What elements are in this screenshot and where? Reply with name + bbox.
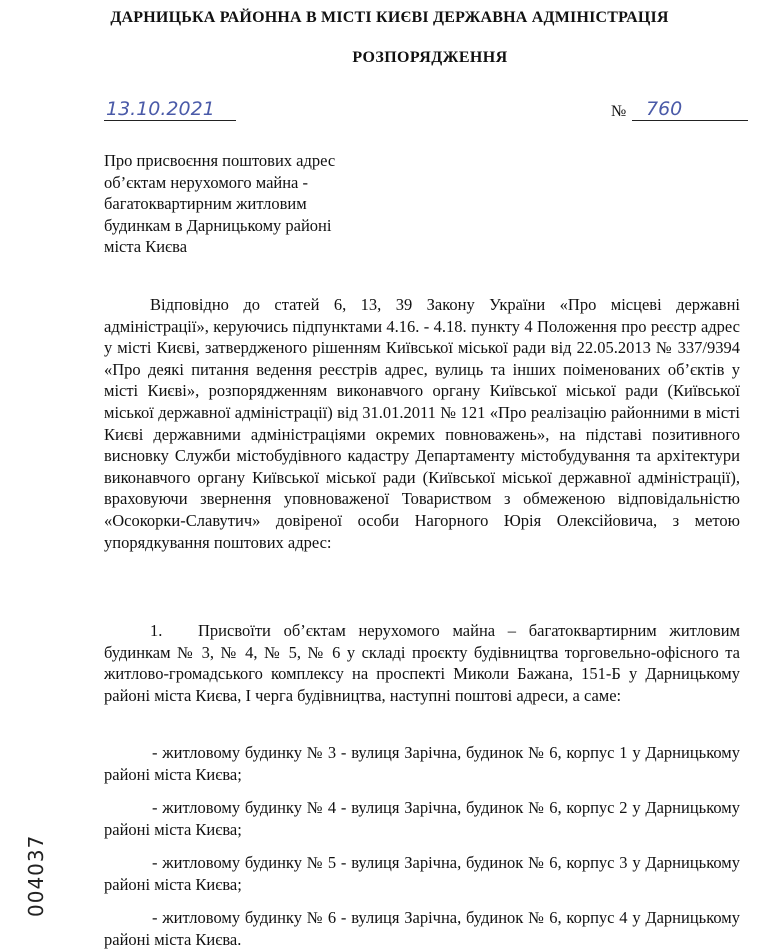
order-number: 760 (632, 98, 748, 121)
order-date: 13.10.2021 (104, 98, 236, 121)
subject-line: об’єктам нерухомого майна - (104, 172, 308, 192)
preamble-paragraph: Відповідно до статей 6, 13, 39 Закону України «Про місцеві державні адміністрації», керуючись підпунктами 4.16. - 4.18. пункту 4 Положення про реєстр адрес у місті Києві, затвердженого рішенням Київської міської ради від 22.05.2013 № 337/9394 «Про деякі питання ведення реєстрів адрес, вулиць та інших поіменованих об’єктів у місті Києві», розпорядженням виконавчого органу Київської міської ради (Київської міської державної адміністрації) від 31.01.2011 № 121 «Про реалізацію районними в місті Києві державними адміністраціями окремих повноважень», на підставі позитивного висновку Служби містобудівного кадастру Департаменту містобудування та архітектури виконавчого органу Київської міської ради (Київської міської державної адміністрації), враховуючи звернення уповноваженої Товариством з обмеженою відповідальністю «Осокорки-Славутич» довіреної особи Нагорного Юрія Олексійовича, з метою упорядкування поштових адрес: (104, 295, 740, 552)
clause-1 (104, 620, 740, 706)
subject-line: Про присвоєння поштових адрес (104, 151, 336, 170)
address-item: - житловому будинку № 6 - вулиця Зарічна, будинок № 6, корпус 4 у Дарницькому районі міста Києва. (104, 908, 740, 949)
document-title: РОЗПОРЯДЖЕННЯ (352, 49, 508, 66)
margin-stamp-number: 004037 (24, 834, 48, 918)
order-subject (104, 150, 404, 258)
subject-line: міста Києва (104, 237, 188, 257)
clause-1-number: 1. (150, 621, 163, 640)
address-item: - житловому будинку № 4 - вулиця Зарічна, будинок № 6, корпус 2 у Дарницькому районі міста Києва; (104, 798, 740, 839)
number-label: № (611, 103, 627, 120)
address-item: - житловому будинку № 5 - вулиця Зарічна, будинок № 6, корпус 3 у Дарницькому районі міста Києва; (104, 853, 740, 894)
clause-1-text: Присвоїти об’єктам нерухомого майна – багатоквартирним житловим будинкам № 3, № 4, № 5, № 6 у складі проєкту будівництва торговельно-офісного та житлово-громадського комплексу на проспекті Миколи Бажана, 151-Б у Дарницькому районі міста Києва, I черга будівництва, наступні поштові адреси, а саме: (104, 621, 740, 705)
address-item: - житловому будинку № 3 - вулиця Зарічна, будинок № 6, корпус 1 у Дарницькому районі міста Києва; (104, 743, 740, 784)
organization-header: ДАРНИЦЬКА РАЙОННА В МІСТІ КИЄВІ ДЕРЖАВНА АДМІНІСТРАЦІЯ (110, 9, 669, 26)
subject-line: багатоквартирним житловим (104, 194, 307, 214)
subject-line: будинкам в Дарницькому районі (104, 215, 332, 235)
